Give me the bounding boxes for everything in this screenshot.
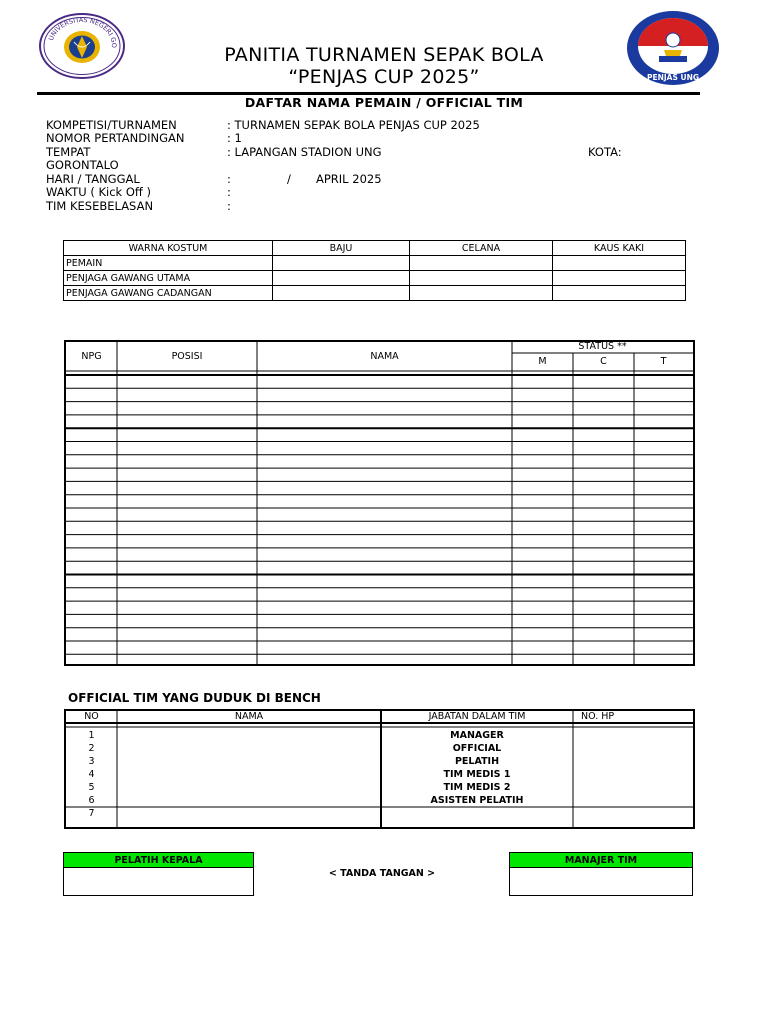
nomor-value: : 1 bbox=[227, 131, 242, 145]
pelatih-kepala-signature-box[interactable] bbox=[64, 868, 254, 896]
official-role: ASISTEN PELATIH bbox=[430, 795, 524, 806]
manajer-tim-label: MANAJER TIM bbox=[510, 853, 693, 868]
signature-left bbox=[63, 852, 254, 896]
official-no: 4 bbox=[88, 769, 95, 780]
costume-header: KAUS KAKI bbox=[553, 241, 686, 256]
players-grid bbox=[66, 342, 693, 664]
manajer-tim-signature-box[interactable] bbox=[510, 868, 693, 896]
tempat-label: TEMPAT bbox=[46, 145, 91, 159]
official-no: 2 bbox=[88, 743, 95, 754]
tim-value: : bbox=[227, 199, 231, 213]
page-title-line1: PANITIA TURNAMEN SEPAK BOLA bbox=[224, 44, 544, 66]
costume-input-cell[interactable] bbox=[553, 256, 686, 271]
costume-input-cell[interactable] bbox=[553, 286, 686, 301]
status-t-header: T bbox=[660, 356, 667, 367]
costume-header: CELANA bbox=[410, 241, 553, 256]
official-numbers bbox=[66, 729, 117, 820]
status-header: STATUS ** bbox=[578, 341, 627, 352]
costume-input-cell[interactable] bbox=[273, 271, 410, 286]
signature-right bbox=[509, 852, 693, 896]
costume-input-cell[interactable] bbox=[410, 286, 553, 301]
official-header-nama: NAMA bbox=[234, 711, 264, 722]
tempat-value: : LAPANGAN STADION UNG bbox=[227, 145, 382, 159]
official-no: 5 bbox=[88, 782, 95, 793]
hari-slash: / bbox=[287, 172, 291, 186]
nama-header: NAMA bbox=[370, 351, 399, 362]
costume-input-cell[interactable] bbox=[273, 256, 410, 271]
costume-row-label: PEMAIN bbox=[64, 256, 273, 271]
official-roles bbox=[381, 729, 573, 807]
official-role: TIM MEDIS 2 bbox=[443, 782, 511, 793]
costume-table bbox=[63, 240, 686, 301]
nomor-label: NOMOR PERTANDINGAN bbox=[46, 131, 185, 145]
page-subtitle: DAFTAR NAMA PEMAIN / OFFICIAL TIM bbox=[244, 95, 524, 110]
official-header-hp: NO. HP bbox=[581, 711, 615, 722]
official-table bbox=[64, 709, 695, 829]
hari-label: HARI / TANGGAL bbox=[46, 172, 140, 186]
waktu-value: : bbox=[227, 185, 231, 199]
logo-caption: PENJAS UNG bbox=[646, 73, 700, 82]
hari-colon: : bbox=[227, 172, 231, 186]
costume-input-cell[interactable] bbox=[273, 286, 410, 301]
official-grid bbox=[66, 711, 693, 827]
page-title-line2: “PENJAS CUP 2025” bbox=[288, 66, 480, 88]
hari-value: APRIL 2025 bbox=[316, 172, 382, 186]
official-role: PELATIH bbox=[454, 756, 500, 767]
official-title: OFFICIAL TIM YANG DUDUK DI BENCH bbox=[68, 691, 321, 705]
players-table bbox=[64, 340, 695, 666]
official-role: MANAGER bbox=[450, 730, 504, 741]
costume-header: WARNA KOSTUM bbox=[64, 241, 273, 256]
costume-input-cell[interactable] bbox=[410, 256, 553, 271]
costume-header: BAJU bbox=[273, 241, 410, 256]
costume-row-label: PENJAGA GAWANG CADANGAN bbox=[64, 286, 273, 301]
status-m-header: M bbox=[538, 356, 547, 367]
official-no: 1 bbox=[88, 730, 95, 741]
kompetisi-value: : TURNAMEN SEPAK BOLA PENJAS CUP 2025 bbox=[227, 118, 480, 132]
costume-row-label: PENJAGA GAWANG UTAMA bbox=[64, 271, 273, 286]
official-no: 6 bbox=[88, 795, 95, 806]
waktu-label: WAKTU ( Kick Off ) bbox=[46, 185, 151, 199]
signature-caption: < TANDA TANGAN > bbox=[328, 868, 436, 879]
kota-value: GORONTALO bbox=[46, 158, 119, 172]
posisi-header: POSISI bbox=[171, 351, 203, 362]
tim-label: TIM KESEBELASAN bbox=[46, 199, 154, 213]
status-c-header: C bbox=[600, 356, 607, 367]
kota-label: KOTA: bbox=[588, 145, 622, 159]
costume-input-cell[interactable] bbox=[410, 271, 553, 286]
official-header-no: NO bbox=[84, 711, 99, 722]
pelatih-kepala-label: PELATIH KEPALA bbox=[64, 853, 254, 868]
official-no: 7 bbox=[88, 808, 95, 819]
npg-header: NPG bbox=[81, 351, 102, 362]
official-role: OFFICIAL bbox=[452, 743, 502, 754]
official-no: 3 bbox=[88, 756, 95, 767]
kompetisi-label: KOMPETISI/TURNAMEN bbox=[46, 118, 177, 132]
official-header-jabatan: JABATAN DALAM TIM bbox=[428, 711, 526, 722]
costume-input-cell[interactable] bbox=[553, 271, 686, 286]
svg-text:UNIVERSITAS NEGERI GORONTALO: UNIVERSITAS NEGERI GO bbox=[46, 15, 119, 49]
official-role: TIM MEDIS 1 bbox=[443, 769, 511, 780]
